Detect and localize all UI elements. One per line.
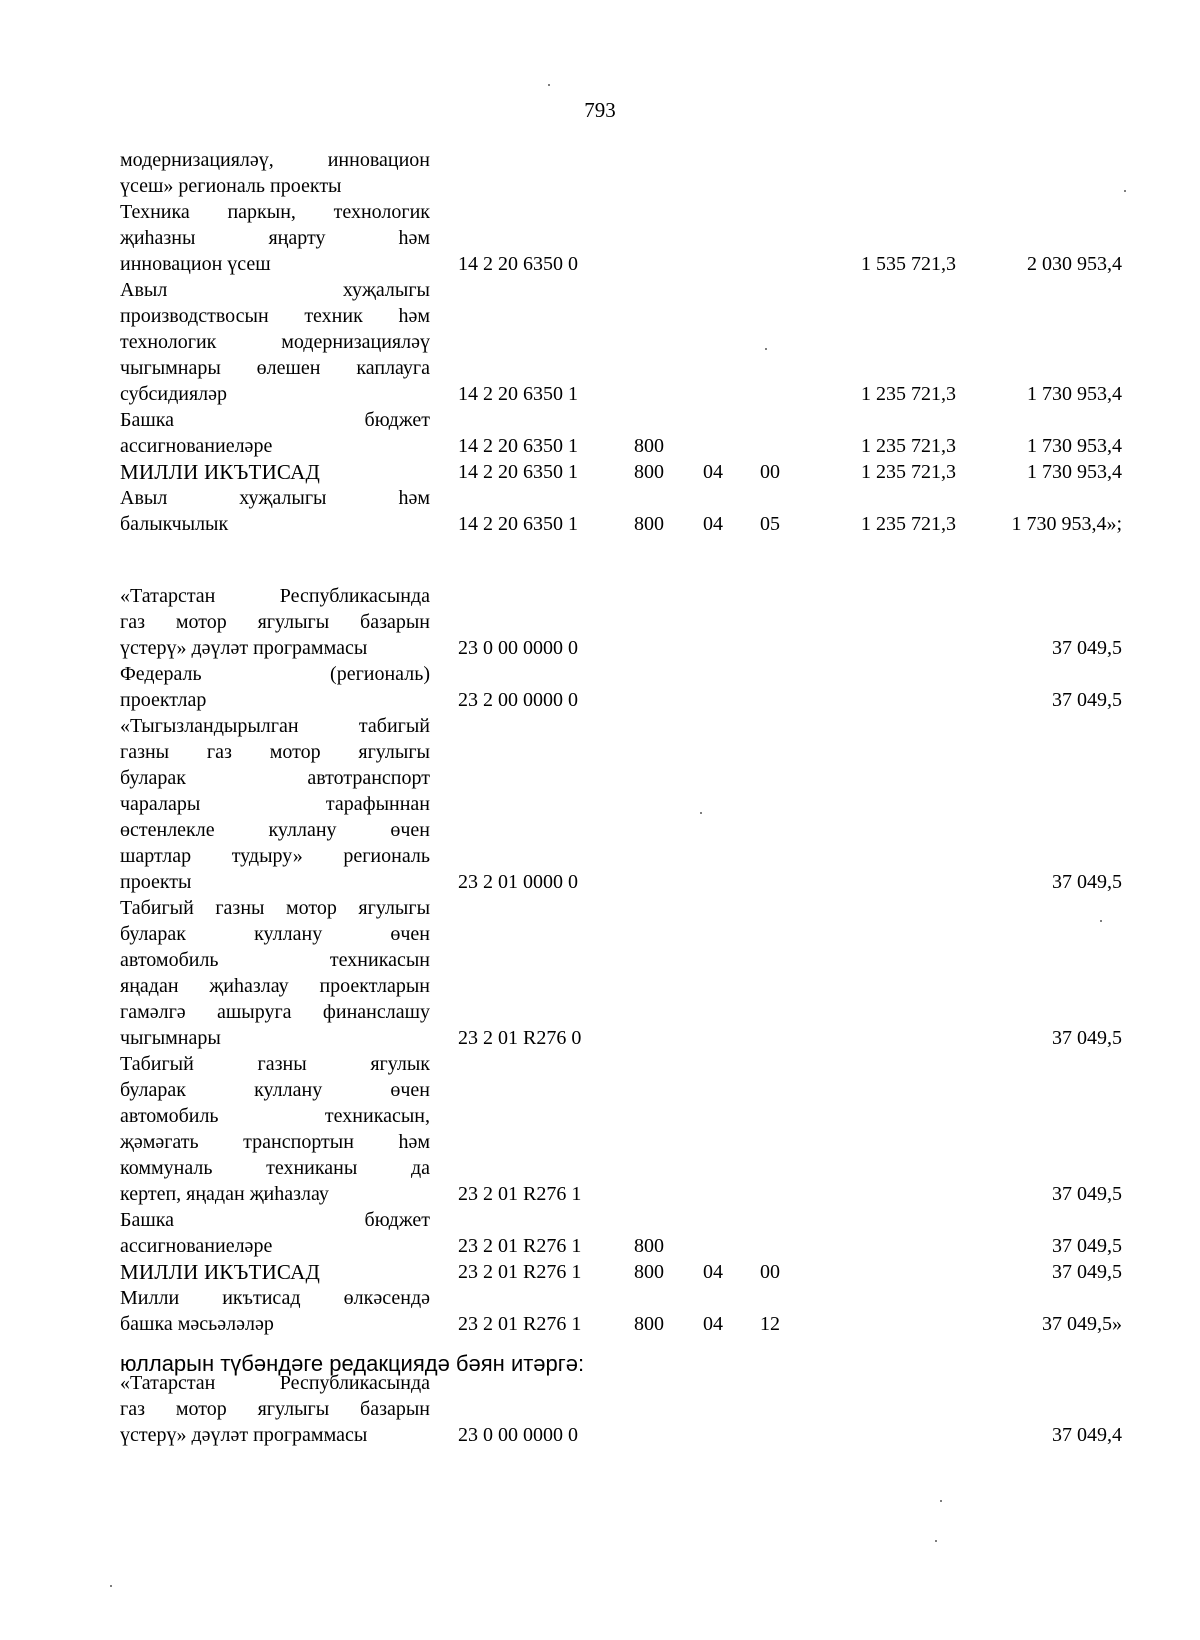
sum-2025-cell: 37 049,5	[1052, 1261, 1122, 1283]
row-name-line: Федераль (региональ)	[120, 663, 430, 685]
sum-2025-cell: 1 730 953,4»;	[1011, 513, 1122, 535]
page-number: 793	[584, 98, 616, 122]
row-name	[120, 1207, 430, 1259]
row-name-line: гамәлгә ашыруга финанслашу	[120, 1001, 430, 1023]
expense-type-cell: 800	[634, 1235, 664, 1257]
row-name-line: ассигнованиеләре	[120, 435, 273, 457]
expense-type-cell: 800	[634, 1313, 664, 1335]
row-name-line: яңадан җиһазлау проектларын	[120, 975, 430, 997]
table-row	[0, 459, 1200, 485]
code-cell: 14 2 20 6350 1	[458, 435, 578, 457]
row-name-line: үстерү» дәүләт программасы	[120, 637, 368, 659]
sum-2025-cell: 37 049,5	[1052, 637, 1122, 659]
code-cell: 14 2 20 6350 1	[458, 461, 578, 483]
row-name-line: Техника паркын, технологик	[120, 201, 430, 223]
row-name-line: үстерү» дәүләт программасы	[120, 1424, 368, 1446]
row-name-line: автомобиль техникасын,	[120, 1105, 430, 1127]
table-row	[0, 277, 1200, 407]
row-name-line: ассигнованиеләре	[120, 1235, 273, 1257]
row-name-line: субсидияләр	[120, 383, 228, 405]
row-name	[120, 459, 430, 485]
expense-type-cell: 800	[634, 461, 664, 483]
table-row	[0, 713, 1200, 895]
sum-2025-cell: 1 730 953,4	[1027, 383, 1122, 405]
code-cell: 14 2 20 6350 1	[458, 383, 578, 405]
code-cell: 14 2 20 6350 1	[458, 513, 578, 535]
row-name-line: кертеп, яңадан җиһазлау	[120, 1183, 329, 1205]
row-name	[120, 895, 430, 1051]
row-name-line: балыкчылык	[120, 513, 229, 535]
code-cell: 23 2 01 R276 1	[458, 1235, 582, 1257]
row-name-line: проекты	[120, 871, 192, 893]
row-name-line: газ мотор ягулыгы базарын	[120, 1398, 430, 1420]
row-name	[120, 407, 430, 459]
sum-2025-cell: 37 049,5	[1052, 689, 1122, 711]
table-row	[0, 1051, 1200, 1207]
row-name-line: «Татарстан Республикасында	[120, 585, 430, 607]
row-name-line: МИЛЛИ ИКЪТИСАД	[120, 460, 320, 484]
row-name	[120, 1285, 430, 1337]
row-name-line: модернизацияләү, инновацион	[120, 149, 430, 171]
row-name-line: проектлар	[120, 689, 207, 711]
subsection-cell: 05	[760, 513, 780, 535]
table-row	[0, 1207, 1200, 1259]
code-cell: 23 2 01 R276 1	[458, 1261, 582, 1283]
section-cell: 04	[703, 1313, 723, 1335]
table-row	[0, 199, 1200, 277]
sum-2024-cell: 1 235 721,3	[861, 435, 956, 457]
scan-speck	[935, 1540, 937, 1542]
row-name-line: автомобиль техникасын	[120, 949, 430, 971]
sum-2025-cell: 37 049,5	[1052, 1235, 1122, 1257]
row-name-line: үсеш» региональ проекты	[120, 175, 342, 197]
row-name-line: башка мәсьәләләр	[120, 1313, 274, 1335]
code-cell: 23 2 00 0000 0	[458, 689, 578, 711]
section-cell: 04	[703, 513, 723, 535]
table-row	[0, 407, 1200, 459]
row-name-line: шартлар тудыру» региональ	[120, 845, 430, 867]
row-name-line: инновацион үсеш	[120, 253, 271, 275]
scan-speck	[1124, 190, 1126, 192]
sum-2025-cell: 1 730 953,4	[1027, 461, 1122, 483]
code-cell: 23 2 01 0000 0	[458, 871, 578, 893]
scan-speck	[765, 348, 767, 350]
row-name-line: «Татарстан Республикасында	[120, 1372, 430, 1394]
row-name-line: буларак автотранспорт	[120, 767, 430, 789]
row-name-line: чыгымнары	[120, 1027, 221, 1049]
row-name-line: буларак куллану өчен	[120, 1079, 430, 1101]
table-row	[0, 583, 1200, 661]
sum-2025-cell: 37 049,5	[1052, 871, 1122, 893]
table-row	[0, 1370, 1200, 1448]
sum-2025-cell: 1 730 953,4	[1027, 435, 1122, 457]
row-name	[120, 199, 430, 277]
code-cell: 23 2 01 R276 0	[458, 1027, 582, 1049]
sum-2024-cell: 1 235 721,3	[861, 383, 956, 405]
row-name-line: җәмәгать транспортын һәм	[120, 1131, 430, 1153]
sum-2025-cell: 2 030 953,4	[1027, 253, 1122, 275]
expense-type-cell: 800	[634, 1261, 664, 1283]
row-name-line: буларак куллану өчен	[120, 923, 430, 945]
table-row	[0, 895, 1200, 1051]
section-cell: 04	[703, 1261, 723, 1283]
row-name-line: технологик модернизацияләү	[120, 331, 430, 353]
code-cell: 14 2 20 6350 0	[458, 253, 578, 275]
table-row	[0, 661, 1200, 713]
table-row	[0, 147, 1200, 199]
row-name	[120, 277, 430, 407]
row-name-line: чыгымнары өлешен каплауга	[120, 357, 430, 379]
row-name-line: Авыл хуҗалыгы	[120, 279, 430, 301]
budget-table-section-3	[0, 1370, 1200, 1448]
scan-speck	[940, 1500, 942, 1502]
subsection-cell: 00	[760, 1261, 780, 1283]
row-name-line: газ мотор ягулыгы базарын	[120, 611, 430, 633]
scan-speck	[110, 1585, 112, 1587]
sum-2025-cell: 37 049,5»	[1042, 1313, 1122, 1335]
budget-table-section-2	[0, 583, 1200, 1337]
sum-2024-cell: 1 535 721,3	[861, 253, 956, 275]
row-name-line: чаралары тарафыннан	[120, 793, 430, 815]
code-cell: 23 2 01 R276 1	[458, 1183, 582, 1205]
scan-speck	[700, 812, 702, 814]
row-name-line: МИЛЛИ ИКЪТИСАД	[120, 1260, 320, 1284]
row-name-line: коммуналь техниканы да	[120, 1157, 430, 1179]
subsection-cell: 12	[760, 1313, 780, 1335]
row-name-line: «Тыгызландырылган табигый	[120, 715, 430, 737]
code-cell: 23 2 01 R276 1	[458, 1313, 582, 1335]
row-name-line: җиһазны яңарту һәм	[120, 227, 430, 249]
code-cell: 23 0 00 0000 0	[458, 1424, 578, 1446]
row-name	[120, 1259, 430, 1285]
row-name-line: газны газ мотор ягулыгы	[120, 741, 430, 763]
row-name	[120, 147, 430, 199]
sum-2024-cell: 1 235 721,3	[861, 461, 956, 483]
row-name-line: Башка бюджет	[120, 1209, 430, 1231]
row-name-line: Табигый газны мотор ягулыгы	[120, 897, 430, 919]
row-name	[120, 713, 430, 895]
scan-speck	[548, 84, 550, 86]
sum-2025-cell: 37 049,5	[1052, 1027, 1122, 1049]
subsection-cell: 00	[760, 461, 780, 483]
row-name-line: производствосын техник һәм	[120, 305, 430, 327]
table-row	[0, 1285, 1200, 1337]
expense-type-cell: 800	[634, 513, 664, 535]
instruction-text: юлларын түбәндәге редакциядә бәян итәргә:	[120, 1351, 585, 1376]
table-row	[0, 1259, 1200, 1285]
row-name-line: Авыл хуҗалыгы һәм	[120, 487, 430, 509]
sum-2024-cell: 1 235 721,3	[861, 513, 956, 535]
code-cell: 23 0 00 0000 0	[458, 637, 578, 659]
row-name	[120, 583, 430, 661]
budget-table-section-1	[0, 147, 1200, 537]
row-name-line: Башка бюджет	[120, 409, 430, 431]
row-name-line: Табигый газны ягулык	[120, 1053, 430, 1075]
row-name	[120, 1370, 430, 1448]
table-row	[0, 485, 1200, 537]
scan-speck	[1100, 920, 1102, 922]
row-name-line: өстенлекле куллану өчен	[120, 819, 430, 841]
row-name-line: Милли икътисад өлкәсендә	[120, 1287, 430, 1309]
section-cell: 04	[703, 461, 723, 483]
sum-2025-cell: 37 049,4	[1052, 1424, 1122, 1446]
row-name	[120, 661, 430, 713]
expense-type-cell: 800	[634, 435, 664, 457]
row-name	[120, 1051, 430, 1207]
row-name	[120, 485, 430, 537]
sum-2025-cell: 37 049,5	[1052, 1183, 1122, 1205]
